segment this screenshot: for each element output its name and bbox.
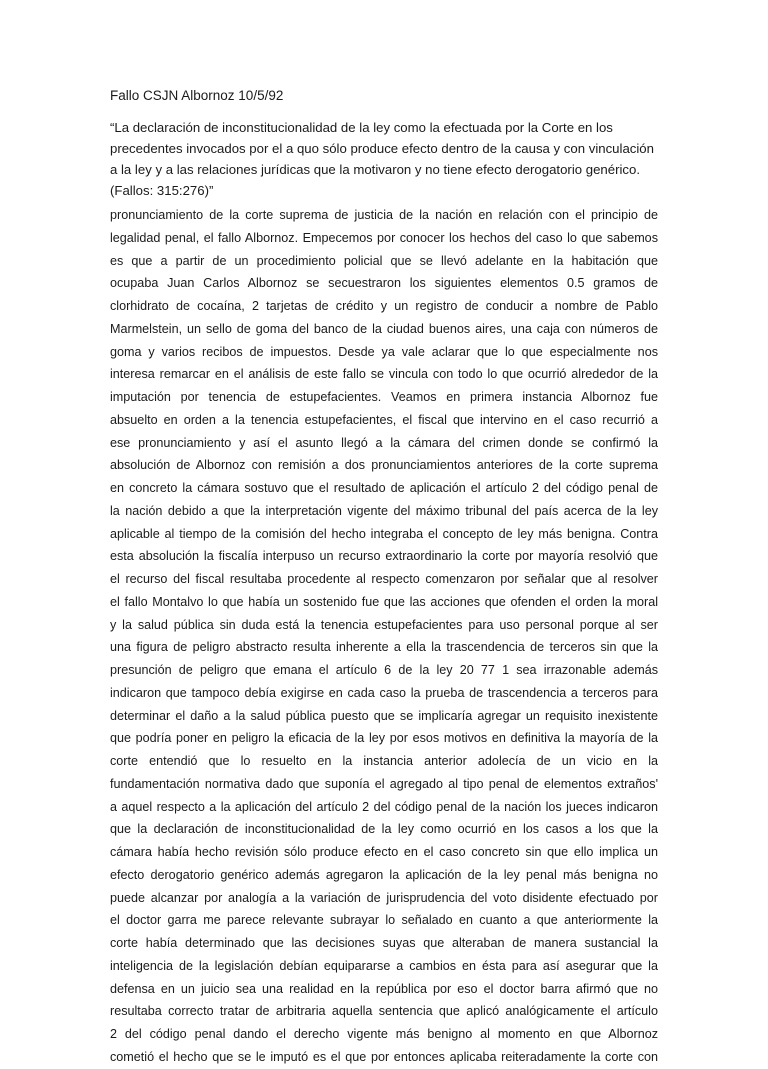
body-line: aplicable al tiempo de la comisión del hecho integraba el concepto de ley más benigna. Contra — [110, 526, 658, 541]
body-line: que la declaración de inconstitucionalidad de la ley como ocurrió en los casos a los que la — [110, 822, 658, 837]
body-line: imputación por tenencia de estupefacientes. Veamos en primera instancia Albornoz fue — [110, 390, 658, 404]
body-line: defensa en un juicio sea una realidad en la república por eso el doctor barra afirmó que no — [110, 981, 658, 996]
body-line: ocupaba Juan Carlos Albornoz se secuestraron los siguientes elementos 0.5 gramos de — [110, 276, 658, 291]
body-line: clorhidrato de cocaína, 2 tarjetas de crédito y un registro de conducir a nombre de Pablo — [110, 299, 658, 313]
body-line: el doctor garra me parece relevante subrayar lo señalado en cuanto a que anteriormente la — [110, 913, 658, 928]
quote-block — [110, 117, 658, 201]
body-line: 2 del código penal dando el derecho vigente más benigno al momento en que Albornoz — [110, 1027, 658, 1041]
body-line: presunción de peligro que emana el artículo 6 de la ley 20 77 1 sea irrazonable además — [110, 663, 658, 677]
document-title: Fallo CSJN Albornoz 10/5/92 — [110, 88, 284, 103]
body-line: cámara había hecho revisión sólo produce efecto en el caso concreto sin que ello implica un — [110, 845, 658, 859]
body-line: ese pronunciamiento y así el asunto llegó a la cámara del crimen donde se confirmó la — [110, 435, 658, 450]
body-line: es que a partir de un procedimiento policial que se llevó adelante en la habitación que — [110, 253, 658, 268]
body-line: absolución de Albornoz con remisión a dos pronunciamientos anteriores de la corte suprema — [110, 458, 658, 473]
body-line: que podría poner en peligro la eficacia de la ley por esos motivos en definitiva la mayoría de la — [110, 731, 658, 746]
body-paragraph — [110, 204, 658, 1069]
body-line: legalidad penal, el fallo Albornoz. Empecemos por conocer los hechos del caso lo que sabemos — [110, 230, 658, 245]
body-line: interesa remarcar en el análisis de este fallo se vincula con todo lo que ocurrió alrededor de la — [110, 367, 658, 382]
body-line: Marmelstein, un sello de goma del banco de la ciudad buenos aires, una caja con números de — [110, 321, 658, 336]
body-line: corte había determinado que las decisiones suyas que alteraban de manera sustancial la — [110, 936, 658, 950]
body-line: absuelto en orden a la tenencia estupefacientes, el fiscal que intervino en el caso recurrió a — [110, 412, 658, 427]
body-line: el fallo Montalvo lo que había un sostenido fue que las acciones que ofenden el orden la moral — [110, 594, 658, 609]
body-line: determinar el daño a la salud pública puesto que se implicaría agregar un requisito inexistente — [110, 708, 658, 723]
body-line: y la salud pública sin duda está la tenencia estupefacientes para uso personal porque al ser — [110, 617, 658, 632]
body-line: pronunciamiento de la corte suprema de justicia de la nación en relación con el principio de — [110, 208, 658, 222]
body-line: indicaron que tampoco debía exigirse en cada caso la prueba de trascendencia a terceros para — [110, 685, 658, 700]
body-line: efecto derogatorio genérico además agregaron la aplicación de la ley penal más benigna no — [110, 867, 658, 882]
body-line: inteligencia de la legislación debían equipararse a cambios en ésta para así asegurar que la — [110, 958, 658, 973]
quote-line: (Fallos: 315:276)” — [110, 183, 214, 198]
body-line: una figura de peligro abstracto resulta inherente a ella la trascendencia de terceros sin que la — [110, 640, 658, 655]
body-line: a aquel respecto a la aplicación del artículo 2 del código penal de la nación los jueces indicaron — [110, 799, 658, 814]
quote-line: a la ley y a las relaciones jurídicas que la motivaron y no tiene efecto derogatorio genérico. — [110, 162, 640, 177]
body-line: el recurso del fiscal resultaba procedente al respecto comenzaron por señalar que al resolver — [110, 572, 658, 586]
body-line: goma y varios recibos de impuestos. Desde ya vale aclarar que lo que especialmente nos — [110, 344, 658, 359]
body-line: la nación debido a que la interpretación vigente del máximo tribunal del país acerca de la ley — [110, 503, 658, 518]
body-line: corte entendió que lo resuelto en la instancia anterior adolecía de un vicio en la — [110, 754, 658, 768]
body-line: esta absolución la fiscalía interpuso un recurso extraordinario la corte por mayoría resolvió que — [110, 549, 658, 564]
quote-line: precedentes invocados por el a quo sólo produce efecto dentro de la causa y con vinculación — [110, 141, 654, 156]
body-line: puede alcanzar por analogía a la variación de jurisprudencia del voto disidente efectuado por — [110, 890, 658, 905]
body-line: fundamentación normativa dado que suponía el agregado al tipo penal de elementos extraños' — [110, 776, 658, 791]
body-line: en concreto la cámara sostuvo que el resultado de aplicación el artículo 2 del código penal de — [110, 481, 658, 495]
body-line: resultaba correcto tratar de arbitraria aquella sentencia que aplicó analógicamente el artículo — [110, 1004, 658, 1019]
body-line: cometió el hecho que se le imputó es el que por entonces aplicaba reiteradamente la corte con — [110, 1049, 658, 1064]
quote-line: “La declaración de inconstitucionalidad de la ley como la efectuada por la Corte en los — [110, 120, 613, 135]
